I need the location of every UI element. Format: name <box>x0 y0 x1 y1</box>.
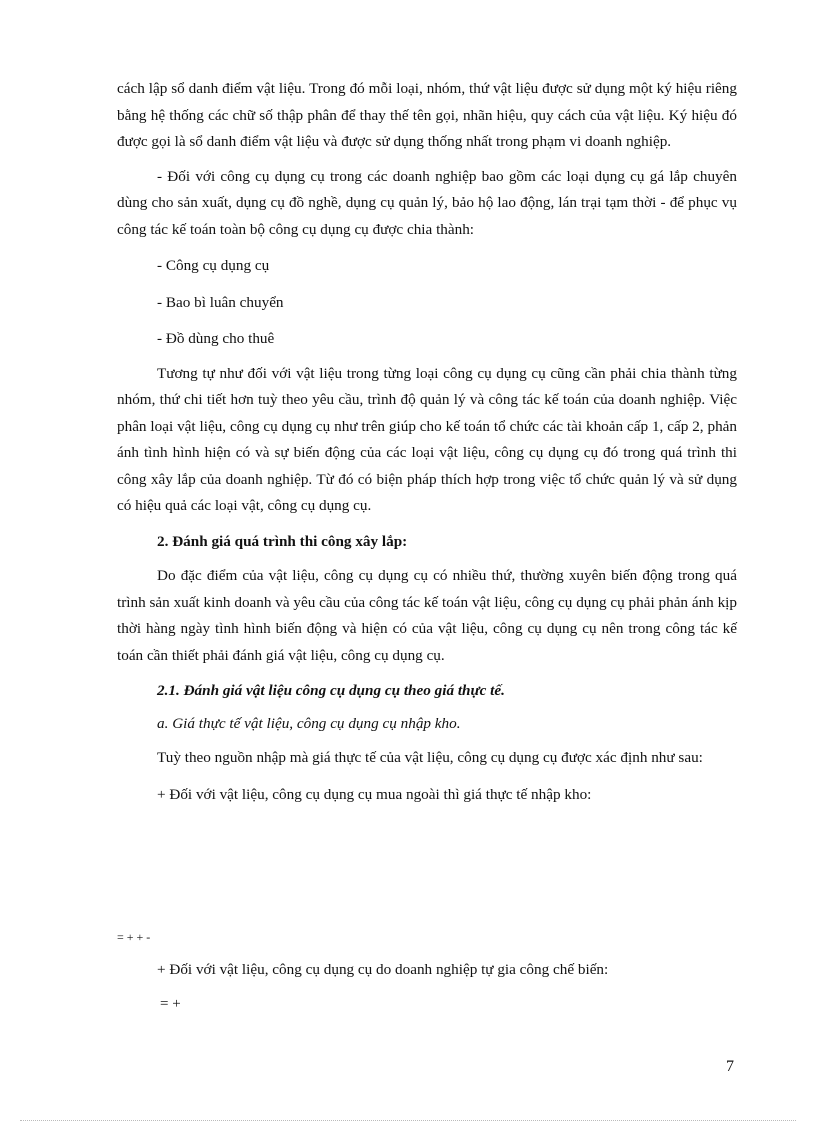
page-bottom-rule <box>20 1120 796 1121</box>
paragraph-7: + Đối với vật liệu, công cụ dụng cụ do doanh nghiệp tự gia công chế biến: <box>157 961 609 978</box>
paragraph-1: cách lập sổ danh điểm vật liệu. Trong đó mỗi loại, nhóm, thứ vật liệu được sử dụng một ký hiệu riêng bằng hệ thống các chữ số thập phân để thay thế tên gọi, nhãn hiệu, quy cách của vật liệu. Ký hiệu đó được gọi là sổ danh điểm vật liệu và được sử dụng thống nhất trong phạm vi doanh nghiệp. <box>117 80 737 150</box>
section-heading-2: 2. Đánh giá quá trình thi công xây lắp: <box>157 532 408 550</box>
paragraph-2: - Đối với công cụ dụng cụ trong các doanh nghiệp bao gồm các loại dụng cụ gá lắp chuyên dùng cho sản xuất, dụng cụ đồ nghề, dụng cụ quản lý, bảo hộ lao động, lán trại tạm thời - để phục vụ công tác kế toán toàn bộ công cụ dụng cụ được chia thành: <box>117 167 737 238</box>
formula-purchase: = + + - <box>117 930 151 944</box>
document-body <box>117 76 737 808</box>
paragraph-3: Tương tự như đối với vật liệu trong từng loại công cụ dụng cụ cũng cần phải chia thành từng nhóm, thứ chi tiết hơn tuỳ theo yêu cầu, trình độ quản lý và công tác kế toán của doanh nghiệp. Việc phân loại vật liệu, công cụ dụng cụ như trên giúp cho kế toán tổ chức các tài khoản cấp 1, cấp 2, phản ánh tình hình hiện có và sự biến động của các loại vật liệu, công cụ dụng cụ đó trong quá trình thi công xây lắp của doanh nghiệp. Từ đó có biện pháp thích hợp trong việc tổ chức quản lý và sử dụng có hiệu quả các loại vật, công cụ dụng cụ. <box>117 364 737 514</box>
list-item: - Đồ dùng cho thuê <box>157 330 275 347</box>
paragraph-4: Do đặc điểm của vật liệu, công cụ dụng cụ có nhiều thứ, thường xuyên biến động trong quá trình sản xuất kinh doanh và yêu cầu của công tác kế toán vật liệu, công cụ dụng cụ phải phản ánh kịp thời hàng ngày tình hình biến động và hiện có của vật liệu, công cụ dụng cụ nên trong công tác kế toán cần thiết phải đánh giá vật liệu, công cụ dụng cụ. <box>117 567 737 664</box>
section-heading-2-1: 2.1. Đánh giá vật liệu công cụ dụng cụ theo giá thực tế. <box>157 682 505 699</box>
formula-processing: = + <box>160 996 181 1012</box>
list-item: - Bao bì luân chuyển <box>157 293 284 311</box>
list-item: - Công cụ dụng cụ <box>157 257 270 274</box>
page-number: 7 <box>726 1058 734 1075</box>
paragraph-6: + Đối với vật liệu, công cụ dụng cụ mua ngoài thì giá thực tế nhập kho: <box>157 785 592 803</box>
subsection-heading-a: a. Giá thực tế vật liệu, công cụ dụng cụ nhập kho. <box>157 714 461 732</box>
paragraph-5: Tuỳ theo nguồn nhập mà giá thực tế của vật liệu, công cụ dụng cụ được xác định như sau: <box>157 749 703 766</box>
